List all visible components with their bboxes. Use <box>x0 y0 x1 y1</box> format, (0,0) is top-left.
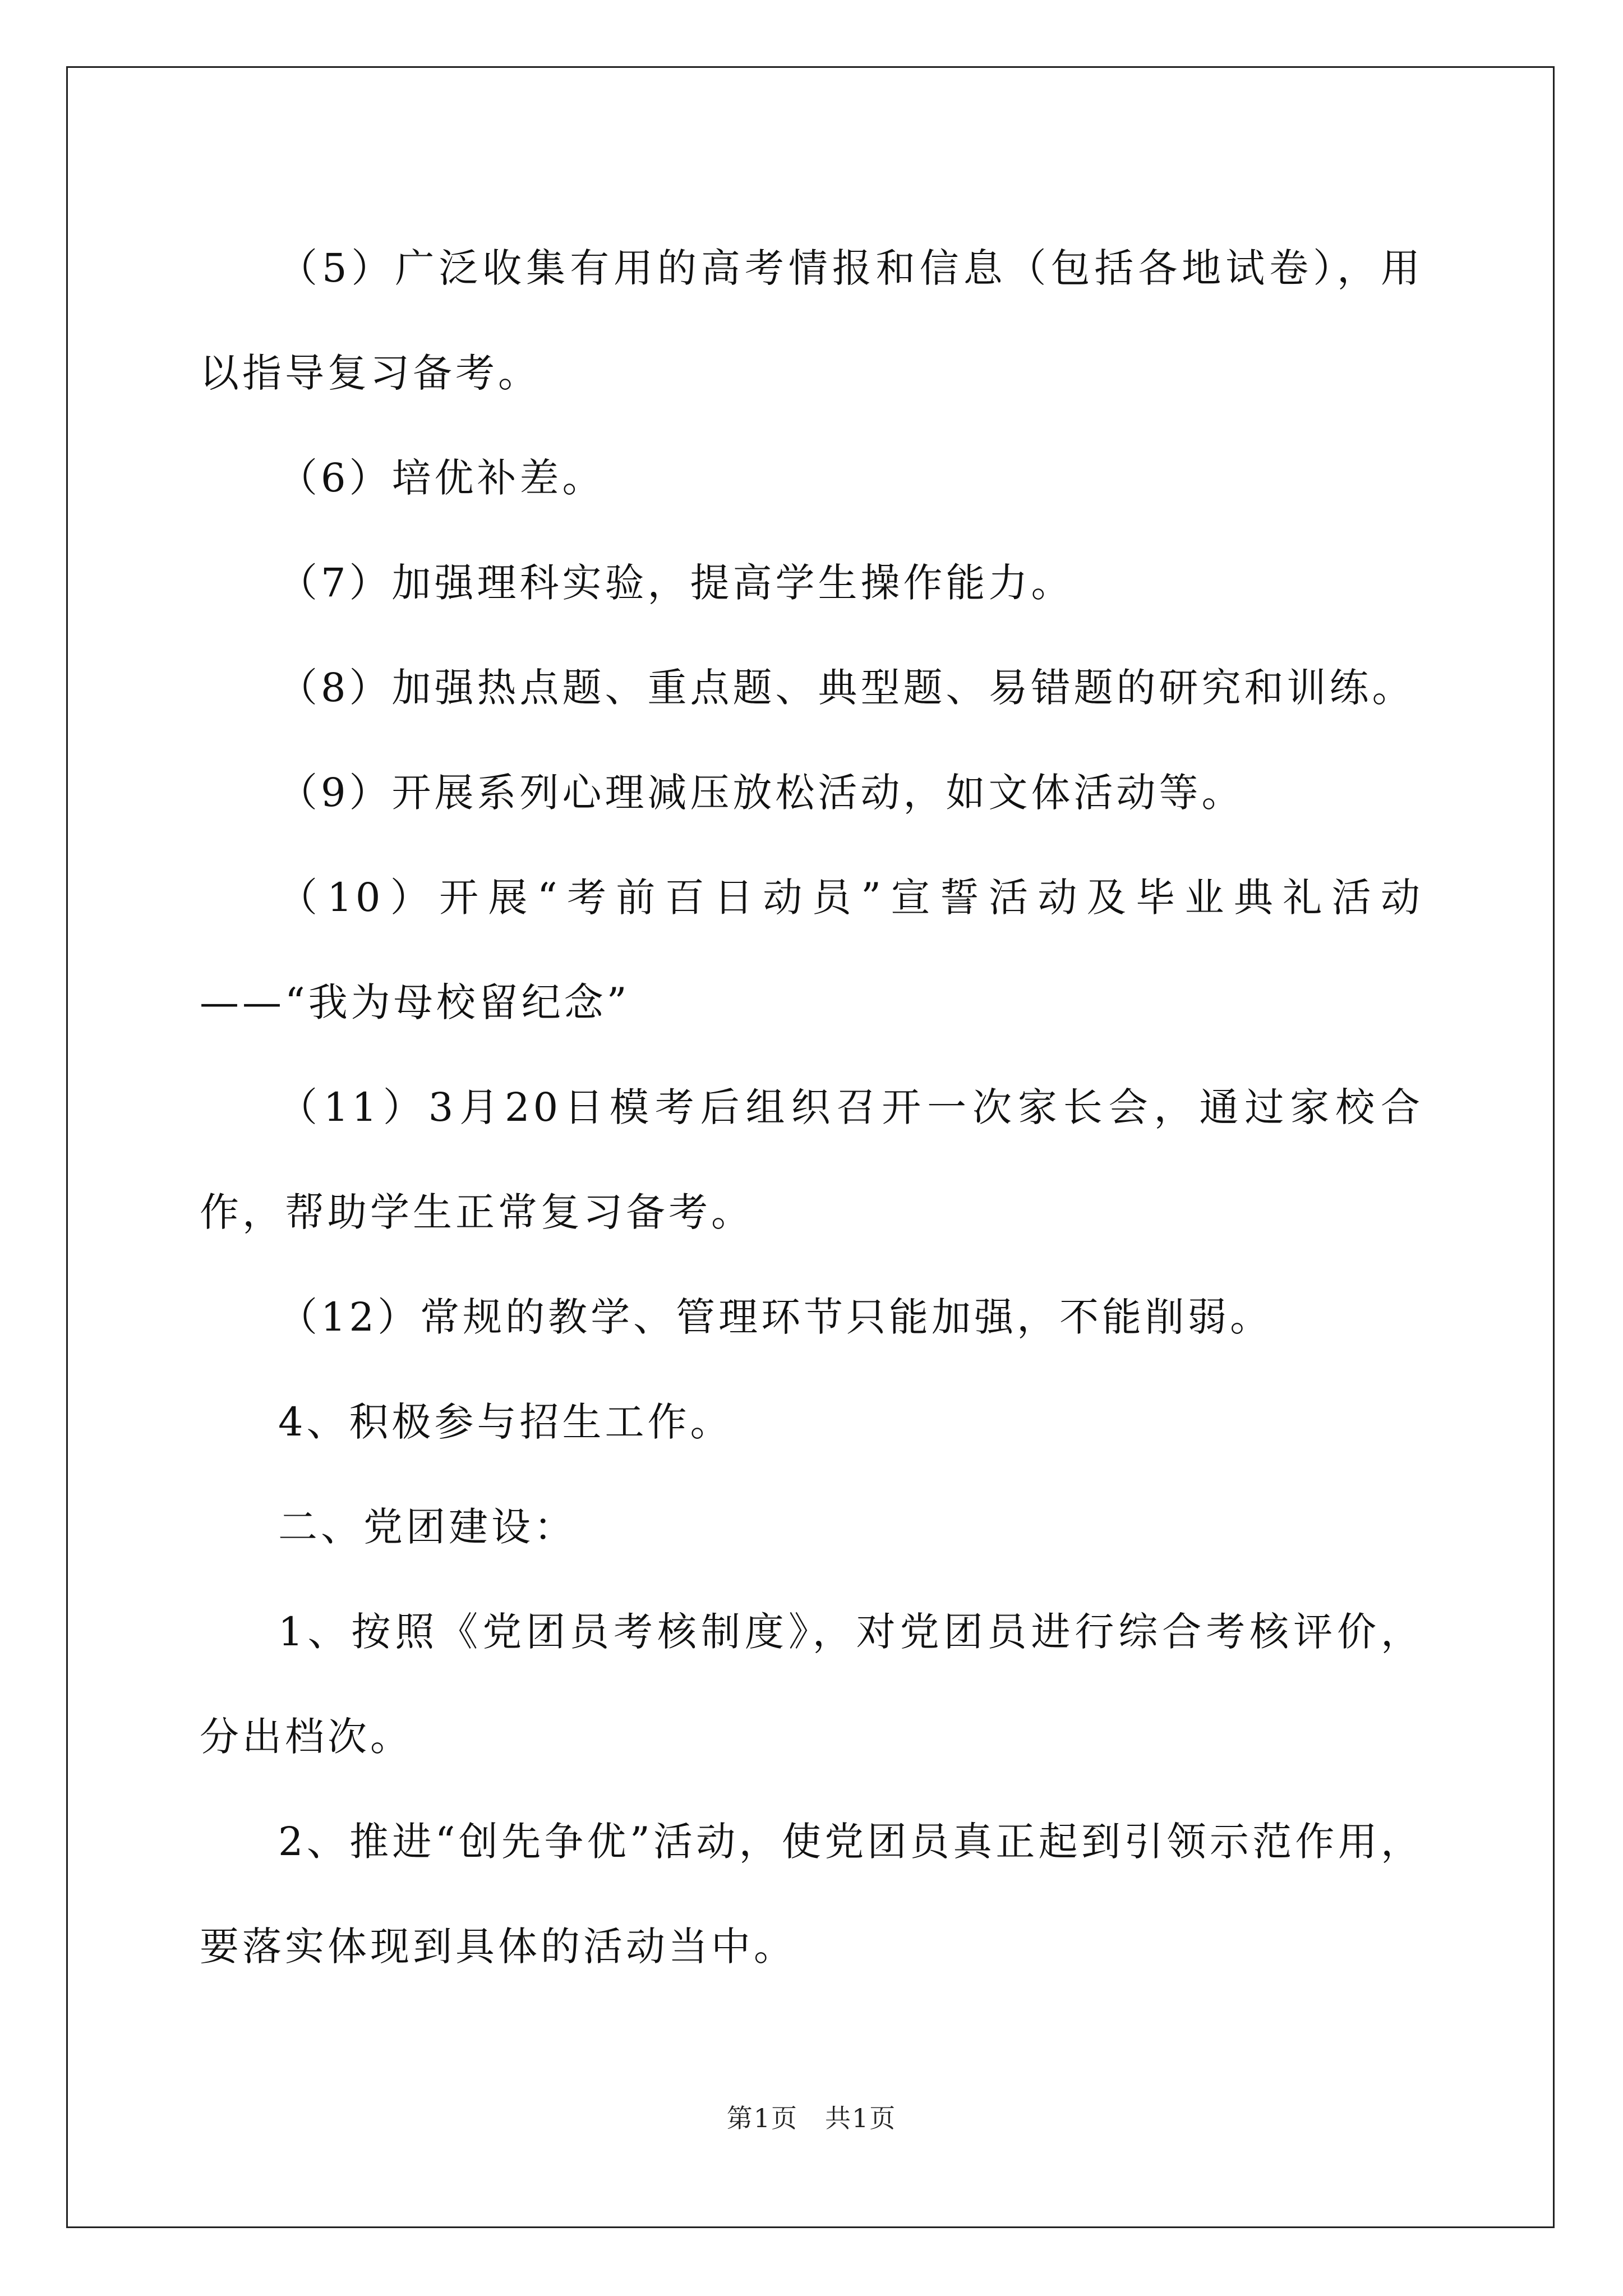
paragraph: （9）开展系列心理减压放松活动，如文体活动等。 <box>278 770 1244 816</box>
document-body <box>200 216 1423 1999</box>
paragraph: 1、按照《党团员考核制度》，对党团员进行综合考核评价，分出档次。 <box>200 1609 1423 1760</box>
paragraph: （12）常规的教学、管理环节只能加强，不能削弱。 <box>278 1294 1273 1340</box>
paragraph: （8）加强热点题、重点题、典型题、易错题的研究和训练。 <box>278 665 1415 711</box>
paragraph: （11）3月20日模考后组织召开一次家长会，通过家校合作，帮助学生正常复习备考。 <box>200 1084 1423 1235</box>
paragraph: （6）培优补差。 <box>278 455 605 501</box>
paragraph: 2、推进“创先争优”活动，使党团员真正起到引领示范作用，要落实体现到具体的活动当中。 <box>200 1819 1423 1970</box>
paragraph: 4、积极参与招生工作。 <box>278 1399 733 1445</box>
paragraph: （10）开展“考前百日动员”宣誓活动及毕业典礼活动——“我为母校留纪念” <box>200 875 1423 1025</box>
section-heading: 二、党团建设： <box>278 1504 577 1550</box>
paragraph: （5）广泛收集有用的高考情报和信息（包括各地试卷），用以指导复习备考。 <box>200 245 1423 396</box>
page-number-footer: 第1页 共1页 <box>726 2103 897 2133</box>
paragraph: （7）加强理科实验，提高学生操作能力。 <box>278 560 1074 606</box>
